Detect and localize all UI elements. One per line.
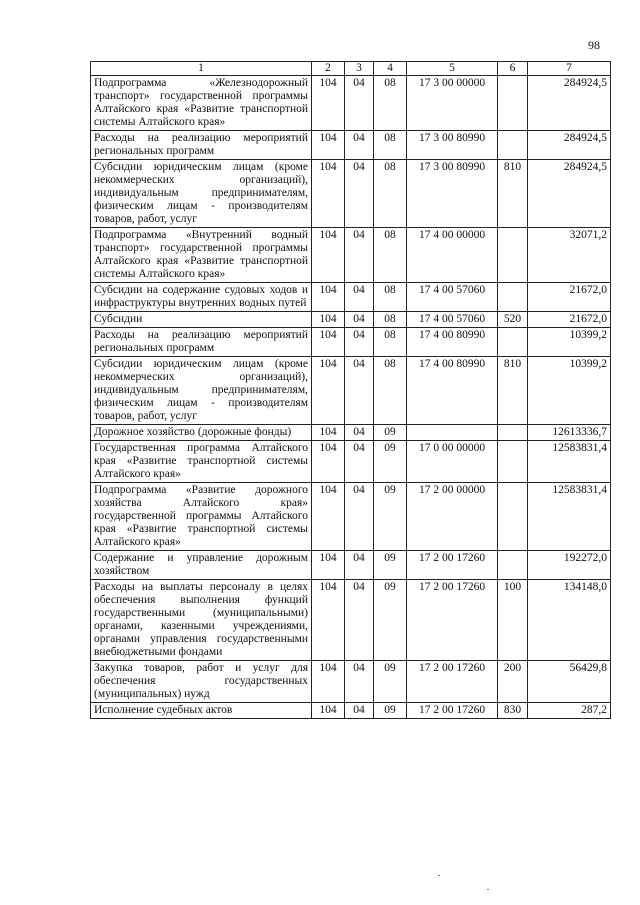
- table-row: [91, 76, 611, 131]
- table-row: [91, 441, 611, 483]
- table-row: [91, 703, 611, 719]
- target-code-cell: 17 4 00 80990: [407, 357, 498, 425]
- target-code-cell: 17 4 00 57060: [407, 283, 498, 312]
- ministry-code-cell: 104: [312, 425, 345, 441]
- subsection-code-cell: 08: [374, 328, 407, 357]
- table-row: [91, 312, 611, 328]
- subsection-code-cell: 08: [374, 160, 407, 228]
- table-row: [91, 551, 611, 580]
- section-code-cell: 04: [345, 228, 374, 283]
- row-name-cell: Расходы на реализацию мероприятий региональных программ: [91, 328, 312, 357]
- expense-type-cell: 830: [498, 703, 528, 719]
- amount-cell: 12583831,4: [528, 483, 611, 551]
- amount-cell: 10399,2: [528, 357, 611, 425]
- row-name-cell: Подпрограмма «Развитие дорожного хозяйства Алтайского края» государственной программы Алтайского края «Развитие транспортной системы Алтайского края»: [91, 483, 312, 551]
- budget-table: [90, 61, 611, 719]
- target-code-cell: 17 3 00 80990: [407, 131, 498, 160]
- target-code-cell: [407, 425, 498, 441]
- row-name-cell: Подпрограмма «Внутренний водный транспорт» государственной программы Алтайского края «Развитие транспортной системы Алтайского края»: [91, 228, 312, 283]
- row-name-cell: Расходы на реализацию мероприятий региональных программ: [91, 131, 312, 160]
- subsection-code-cell: 09: [374, 483, 407, 551]
- scan-speck: [487, 889, 489, 890]
- table-row: [91, 328, 611, 357]
- section-code-cell: 04: [345, 312, 374, 328]
- subsection-code-cell: 08: [374, 131, 407, 160]
- section-code-cell: 04: [345, 76, 374, 131]
- ministry-code-cell: 104: [312, 551, 345, 580]
- expense-type-cell: 810: [498, 357, 528, 425]
- target-code-cell: 17 2 00 17260: [407, 580, 498, 661]
- ministry-code-cell: 104: [312, 131, 345, 160]
- subsection-code-cell: 08: [374, 76, 407, 131]
- target-code-cell: 17 4 00 80990: [407, 328, 498, 357]
- amount-cell: 12583831,4: [528, 441, 611, 483]
- table-row: [91, 283, 611, 312]
- table-row: [91, 131, 611, 160]
- subsection-code-cell: 09: [374, 703, 407, 719]
- amount-cell: 192272,0: [528, 551, 611, 580]
- row-name-cell: Исполнение судебных актов: [91, 703, 312, 719]
- section-code-cell: 04: [345, 357, 374, 425]
- column-header: 3: [345, 62, 374, 76]
- ministry-code-cell: 104: [312, 283, 345, 312]
- expense-type-cell: 810: [498, 160, 528, 228]
- row-name-cell: Закупка товаров, работ и услуг для обеспечения государственных (муниципальных) нужд: [91, 661, 312, 703]
- section-code-cell: 04: [345, 703, 374, 719]
- ministry-code-cell: 104: [312, 160, 345, 228]
- subsection-code-cell: 09: [374, 441, 407, 483]
- expense-type-cell: [498, 551, 528, 580]
- subsection-code-cell: 08: [374, 228, 407, 283]
- table-row: [91, 661, 611, 703]
- column-header: 6: [498, 62, 528, 76]
- expense-type-cell: [498, 441, 528, 483]
- expense-type-cell: [498, 228, 528, 283]
- subsection-code-cell: 09: [374, 425, 407, 441]
- table-row: [91, 357, 611, 425]
- amount-cell: 287,2: [528, 703, 611, 719]
- target-code-cell: 17 4 00 00000: [407, 228, 498, 283]
- expense-type-cell: [498, 283, 528, 312]
- table-body: [91, 76, 611, 719]
- amount-cell: 284924,5: [528, 160, 611, 228]
- amount-cell: 12613336,7: [528, 425, 611, 441]
- target-code-cell: 17 3 00 80990: [407, 160, 498, 228]
- expense-type-cell: [498, 76, 528, 131]
- amount-cell: 32071,2: [528, 228, 611, 283]
- ministry-code-cell: 104: [312, 441, 345, 483]
- subsection-code-cell: 09: [374, 551, 407, 580]
- section-code-cell: 04: [345, 551, 374, 580]
- table-row: [91, 160, 611, 228]
- target-code-cell: 17 2 00 17260: [407, 551, 498, 580]
- section-code-cell: 04: [345, 441, 374, 483]
- table-row: [91, 425, 611, 441]
- row-name-cell: Подпрограмма «Железнодорожный транспорт» государственной программы Алтайского края «Развитие транспортной системы Алтайского края»: [91, 76, 312, 131]
- expense-type-cell: [498, 483, 528, 551]
- row-name-cell: Дорожное хозяйство (дорожные фонды): [91, 425, 312, 441]
- table-row: [91, 580, 611, 661]
- table-row: [91, 228, 611, 283]
- ministry-code-cell: 104: [312, 357, 345, 425]
- table-row: [91, 483, 611, 551]
- amount-cell: 21672,0: [528, 312, 611, 328]
- section-code-cell: 04: [345, 131, 374, 160]
- target-code-cell: 17 2 00 17260: [407, 661, 498, 703]
- section-code-cell: 04: [345, 283, 374, 312]
- expense-type-cell: 200: [498, 661, 528, 703]
- scan-speck: [438, 875, 440, 876]
- target-code-cell: 17 2 00 00000: [407, 483, 498, 551]
- section-code-cell: 04: [345, 483, 374, 551]
- table-header-row: [91, 62, 611, 76]
- target-code-cell: 17 3 00 00000: [407, 76, 498, 131]
- ministry-code-cell: 104: [312, 328, 345, 357]
- column-header: 4: [374, 62, 407, 76]
- amount-cell: 134148,0: [528, 580, 611, 661]
- target-code-cell: 17 4 00 57060: [407, 312, 498, 328]
- column-header: 1: [91, 62, 312, 76]
- expense-type-cell: [498, 131, 528, 160]
- section-code-cell: 04: [345, 580, 374, 661]
- column-header: 5: [407, 62, 498, 76]
- amount-cell: 284924,5: [528, 76, 611, 131]
- column-header: 7: [528, 62, 611, 76]
- expense-type-cell: [498, 328, 528, 357]
- section-code-cell: 04: [345, 425, 374, 441]
- row-name-cell: Государственная программа Алтайского края «Развитие транспортной системы Алтайского края»: [91, 441, 312, 483]
- expense-type-cell: [498, 425, 528, 441]
- row-name-cell: Субсидии: [91, 312, 312, 328]
- section-code-cell: 04: [345, 160, 374, 228]
- row-name-cell: Субсидии юридическим лицам (кроме некоммерческих организаций), индивидуальным предпринимателям, физическим лицам - производителям товаров, работ, услуг: [91, 357, 312, 425]
- amount-cell: 56429,8: [528, 661, 611, 703]
- expense-type-cell: 100: [498, 580, 528, 661]
- section-code-cell: 04: [345, 661, 374, 703]
- page-number: 98: [588, 38, 600, 52]
- ministry-code-cell: 104: [312, 76, 345, 131]
- amount-cell: 21672,0: [528, 283, 611, 312]
- column-header: 2: [312, 62, 345, 76]
- target-code-cell: 17 2 00 17260: [407, 703, 498, 719]
- ministry-code-cell: 104: [312, 228, 345, 283]
- row-name-cell: Расходы на выплаты персоналу в целях обеспечения выполнения функций государственными (муниципальными) органами, казенными учреждениями, органами управления государственными внебюджетными фондами: [91, 580, 312, 661]
- subsection-code-cell: 08: [374, 283, 407, 312]
- amount-cell: 10399,2: [528, 328, 611, 357]
- ministry-code-cell: 104: [312, 661, 345, 703]
- subsection-code-cell: 09: [374, 580, 407, 661]
- amount-cell: 284924,5: [528, 131, 611, 160]
- ministry-code-cell: 104: [312, 483, 345, 551]
- subsection-code-cell: 08: [374, 312, 407, 328]
- row-name-cell: Содержание и управление дорожным хозяйством: [91, 551, 312, 580]
- section-code-cell: 04: [345, 328, 374, 357]
- row-name-cell: Субсидии на содержание судовых ходов и инфраструктуры внутренних водных путей: [91, 283, 312, 312]
- subsection-code-cell: 08: [374, 357, 407, 425]
- expense-type-cell: 520: [498, 312, 528, 328]
- subsection-code-cell: 09: [374, 661, 407, 703]
- target-code-cell: 17 0 00 00000: [407, 441, 498, 483]
- ministry-code-cell: 104: [312, 312, 345, 328]
- row-name-cell: Субсидии юридическим лицам (кроме некоммерческих организаций), индивидуальным предпринимателям, физическим лицам - производителям товаров, работ, услуг: [91, 160, 312, 228]
- ministry-code-cell: 104: [312, 703, 345, 719]
- ministry-code-cell: 104: [312, 580, 345, 661]
